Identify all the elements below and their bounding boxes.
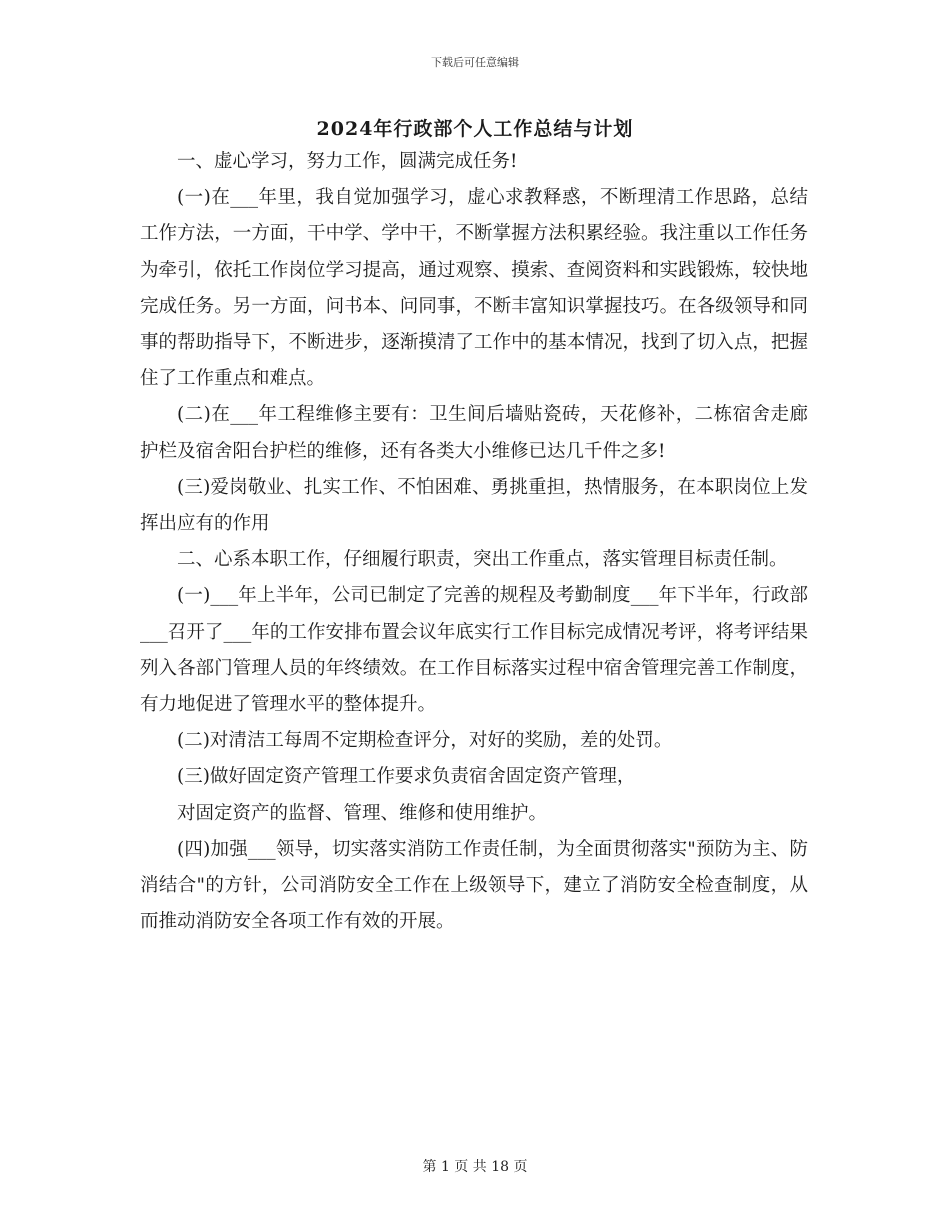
paragraph: (四)加强___领导，切实落实消防工作责任制，为全面贯彻落实"预防为主、防消结合"的方针，公司消防安全工作在上级领导下，建立了消防安全检查制度，从而推动消防安全各项工作有效的开展。 <box>140 838 808 933</box>
page-number: 第 1 页 共 18 页 <box>422 1159 528 1175</box>
paragraph: 二、心系本职工作，仔细履行职责，突出工作重点，落实管理目标责任制。 <box>177 549 788 571</box>
document-title: 2024年行政部个人工作总结与计划 <box>316 118 634 140</box>
paragraph: (一)在___年里，我自觉加强学习，虚心求教释惑，不断理清工作思路，总结工作方法，一方面，干中学、学中干，不断掌握方法积累经验。我注重以工作任务为牵引，依托工作岗位学习提高，通过观察、摸索、查阅资料和实践锻炼，较快地完成任务。另一方面，问书本、问同事，不断丰富知识掌握技巧。在各级领导和同事的帮助指导下，不断进步，逐渐摸清了工作中的基本情况，找到了切入点，把握住了工作重点和难点。 <box>140 187 808 390</box>
paragraph: (二)对清洁工每周不定期检查评分，对好的奖励，差的处罚。 <box>177 730 673 752</box>
paragraph: 对固定资产的监督、管理、维修和使用维护。 <box>177 802 548 824</box>
paragraph: (一)___年上半年，公司已制定了完善的规程及考勤制度___年下半年，行政部___召开了___年的工作安排布置会议年底实行工作目标完成情况考评，将考评结果列入各部门管理人员的年终绩效。在工作目标落实过程中宿舍管理完善工作制度，有力地促进了管理水平的整体提升。 <box>140 585 808 716</box>
document-body <box>140 144 808 940</box>
paragraph: (三)爱岗敬业、扎实工作、不怕困难、勇挑重担，热情服务，在本职岗位上发挥出应有的作用 <box>140 476 808 535</box>
header-note: 下载后可任意编辑 <box>431 56 519 69</box>
paragraph: (三)做好固定资产管理工作要求负责宿舍固定资产管理， <box>177 766 636 788</box>
paragraph: (二)在___年工程维修主要有：卫生间后墙贴瓷砖，天花修补，二栋宿舍走廊护栏及宿舍阳台护栏的维修，还有各类大小维修已达几千件之多! <box>140 404 808 462</box>
paragraph: 一、虚心学习，努力工作，圆满完成任务! <box>177 151 518 172</box>
